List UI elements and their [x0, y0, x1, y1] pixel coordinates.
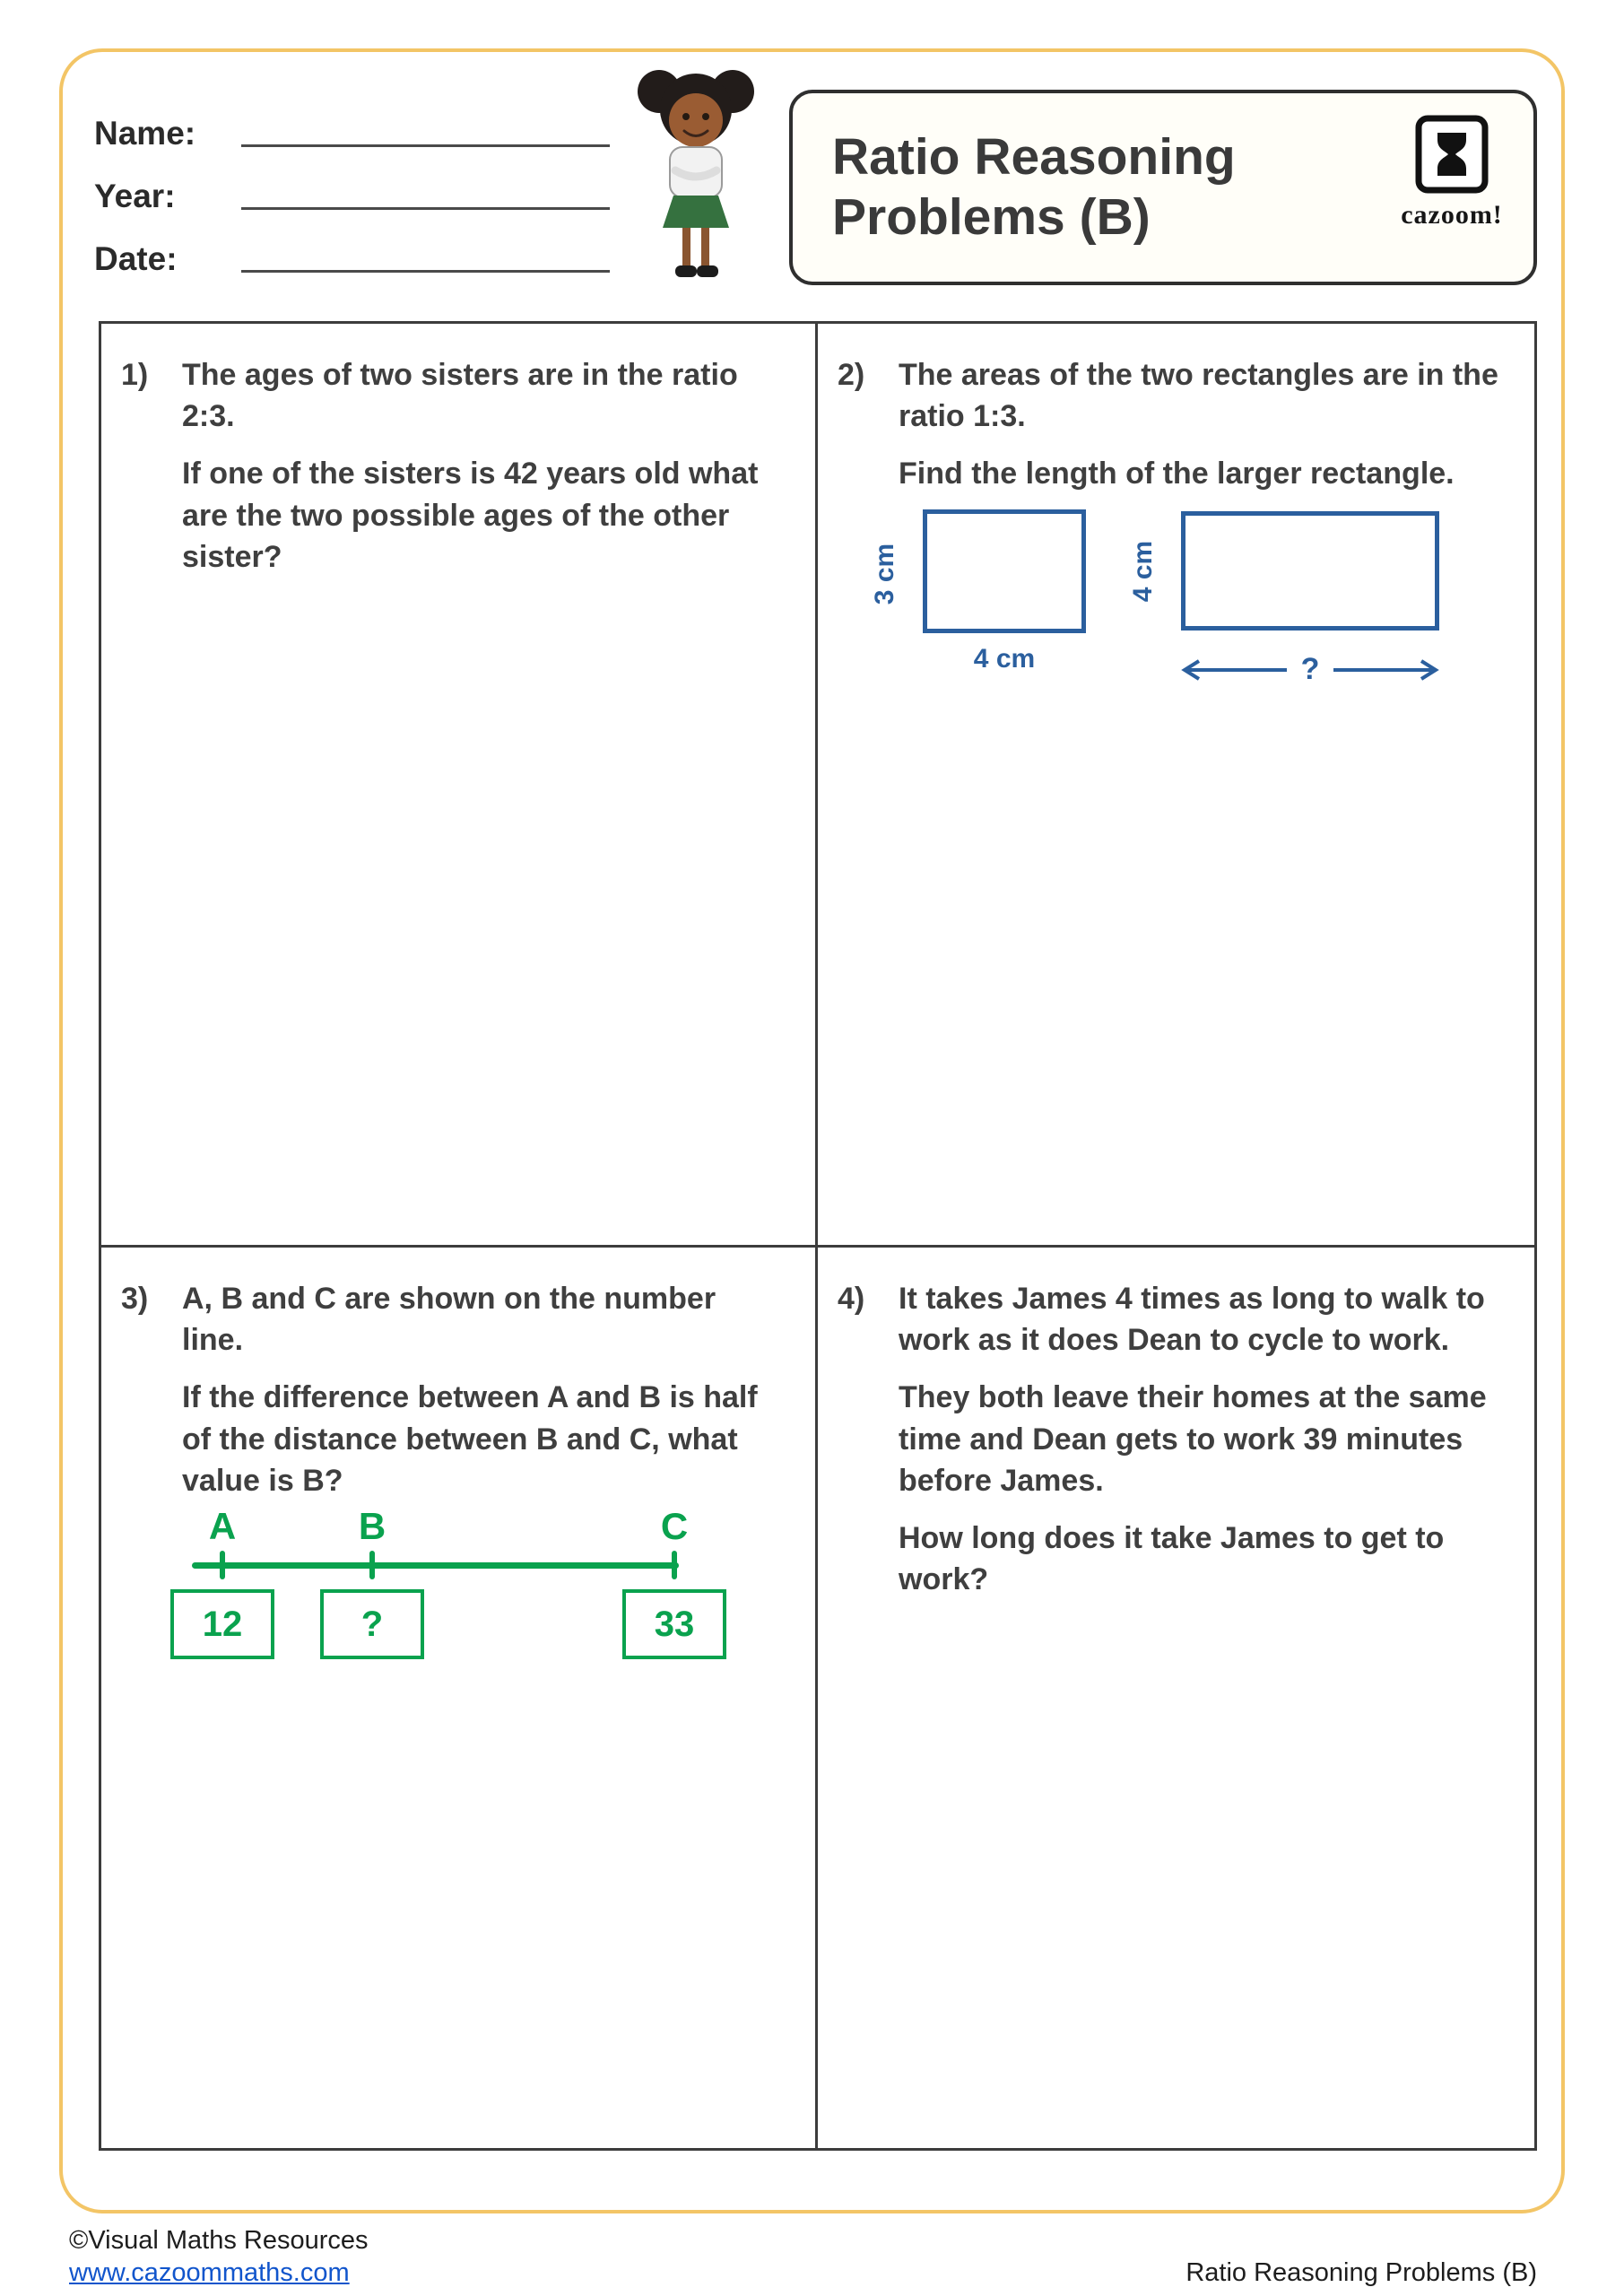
question-2: [838, 354, 1502, 495]
question-3: [121, 1278, 783, 1501]
year-line: [241, 207, 610, 210]
footer-document-title: Ratio Reasoning Problems (B): [1185, 2258, 1537, 2287]
date-label: Date:: [94, 240, 178, 277]
number-line-point-label: B: [358, 1505, 386, 1548]
year-row: [94, 169, 610, 215]
question-1: [121, 354, 783, 578]
question-2-number: 2): [838, 358, 865, 392]
small-rectangle: [923, 509, 1086, 633]
question-3-paragraph: A, B and C are shown on the number line.: [182, 1282, 716, 1358]
number-line-value-box: 12: [170, 1589, 274, 1659]
width-arrow: [1181, 651, 1439, 689]
question-1-number: 1): [121, 358, 149, 392]
question-1-text: [182, 354, 783, 578]
question-4-paragraph: How long does it take James to get to work?: [899, 1521, 1445, 1597]
question-4-paragraph: They both leave their homes at the same time and Dean gets to work 39 minutes before James.: [899, 1380, 1487, 1498]
rectangles-diagram: [838, 509, 1502, 778]
cazoom-logo-text: cazoom!: [1401, 200, 1503, 230]
number-line-diagram: [121, 1505, 783, 1711]
website-link[interactable]: www.cazoommaths.com: [69, 2258, 350, 2287]
number-line: [192, 1562, 679, 1569]
page-title-line1: Ratio Reasoning: [832, 127, 1236, 186]
question-4-cell: [818, 1248, 1534, 2148]
question-2-paragraph: The areas of the two rectangles are in the ratio 1:3.: [899, 358, 1498, 434]
large-rectangle: [1181, 511, 1439, 631]
question-grid: [99, 321, 1537, 2151]
question-4-text: [899, 1278, 1502, 1601]
large-rectangle-width-label: ?: [1300, 651, 1320, 686]
question-4-paragraph: It takes James 4 times as long to walk to work as it does Dean to cycle to work.: [899, 1282, 1485, 1358]
question-4: [838, 1278, 1502, 1601]
number-line-value-box: 33: [622, 1589, 726, 1659]
name-line: [241, 144, 610, 147]
question-3-paragraph: If the difference between A and B is half of the distance between B and C, what value is B?: [182, 1380, 758, 1498]
number-line-value-box: ?: [320, 1589, 424, 1659]
question-1-cell: [101, 324, 818, 1248]
number-line-tick: [220, 1551, 225, 1579]
question-2-cell: [818, 324, 1534, 1248]
title-box: [789, 90, 1537, 285]
question-3-number: 3): [121, 1282, 149, 1316]
name-label: Name:: [94, 115, 196, 152]
page-title: [832, 127, 1236, 248]
date-line: [241, 270, 610, 273]
question-3-cell: [101, 1248, 818, 2148]
question-2-paragraph: Find the length of the larger rectangle.: [899, 457, 1455, 491]
student-illustration: [628, 65, 764, 287]
page-title-line2: Problems (B): [832, 188, 1151, 246]
large-rectangle-height-label: 4 cm: [1128, 540, 1158, 602]
year-label: Year:: [94, 178, 176, 214]
small-rectangle-height-label: 3 cm: [870, 543, 899, 604]
question-3-text: [182, 1278, 783, 1501]
cazoom-logo-icon: [1414, 115, 1489, 194]
number-line-point-label: A: [208, 1505, 237, 1548]
question-1-paragraph: If one of the sisters is 42 years old what are the two possible ages of the other sister?: [182, 457, 759, 574]
cazoom-logo: [1394, 115, 1510, 230]
number-line-point-label: C: [660, 1505, 689, 1548]
question-2-text: [899, 354, 1502, 495]
question-1-paragraph: The ages of two sisters are in the ratio 2:3.: [182, 358, 738, 434]
number-line-tick: [672, 1551, 677, 1579]
date-row: [94, 231, 610, 278]
number-line-tick: [369, 1551, 375, 1579]
question-4-number: 4): [838, 1282, 865, 1316]
copyright-text: ©Visual Maths Resources: [69, 2226, 369, 2255]
name-row: [94, 106, 610, 152]
small-rectangle-width-label: 4 cm: [973, 643, 1036, 674]
